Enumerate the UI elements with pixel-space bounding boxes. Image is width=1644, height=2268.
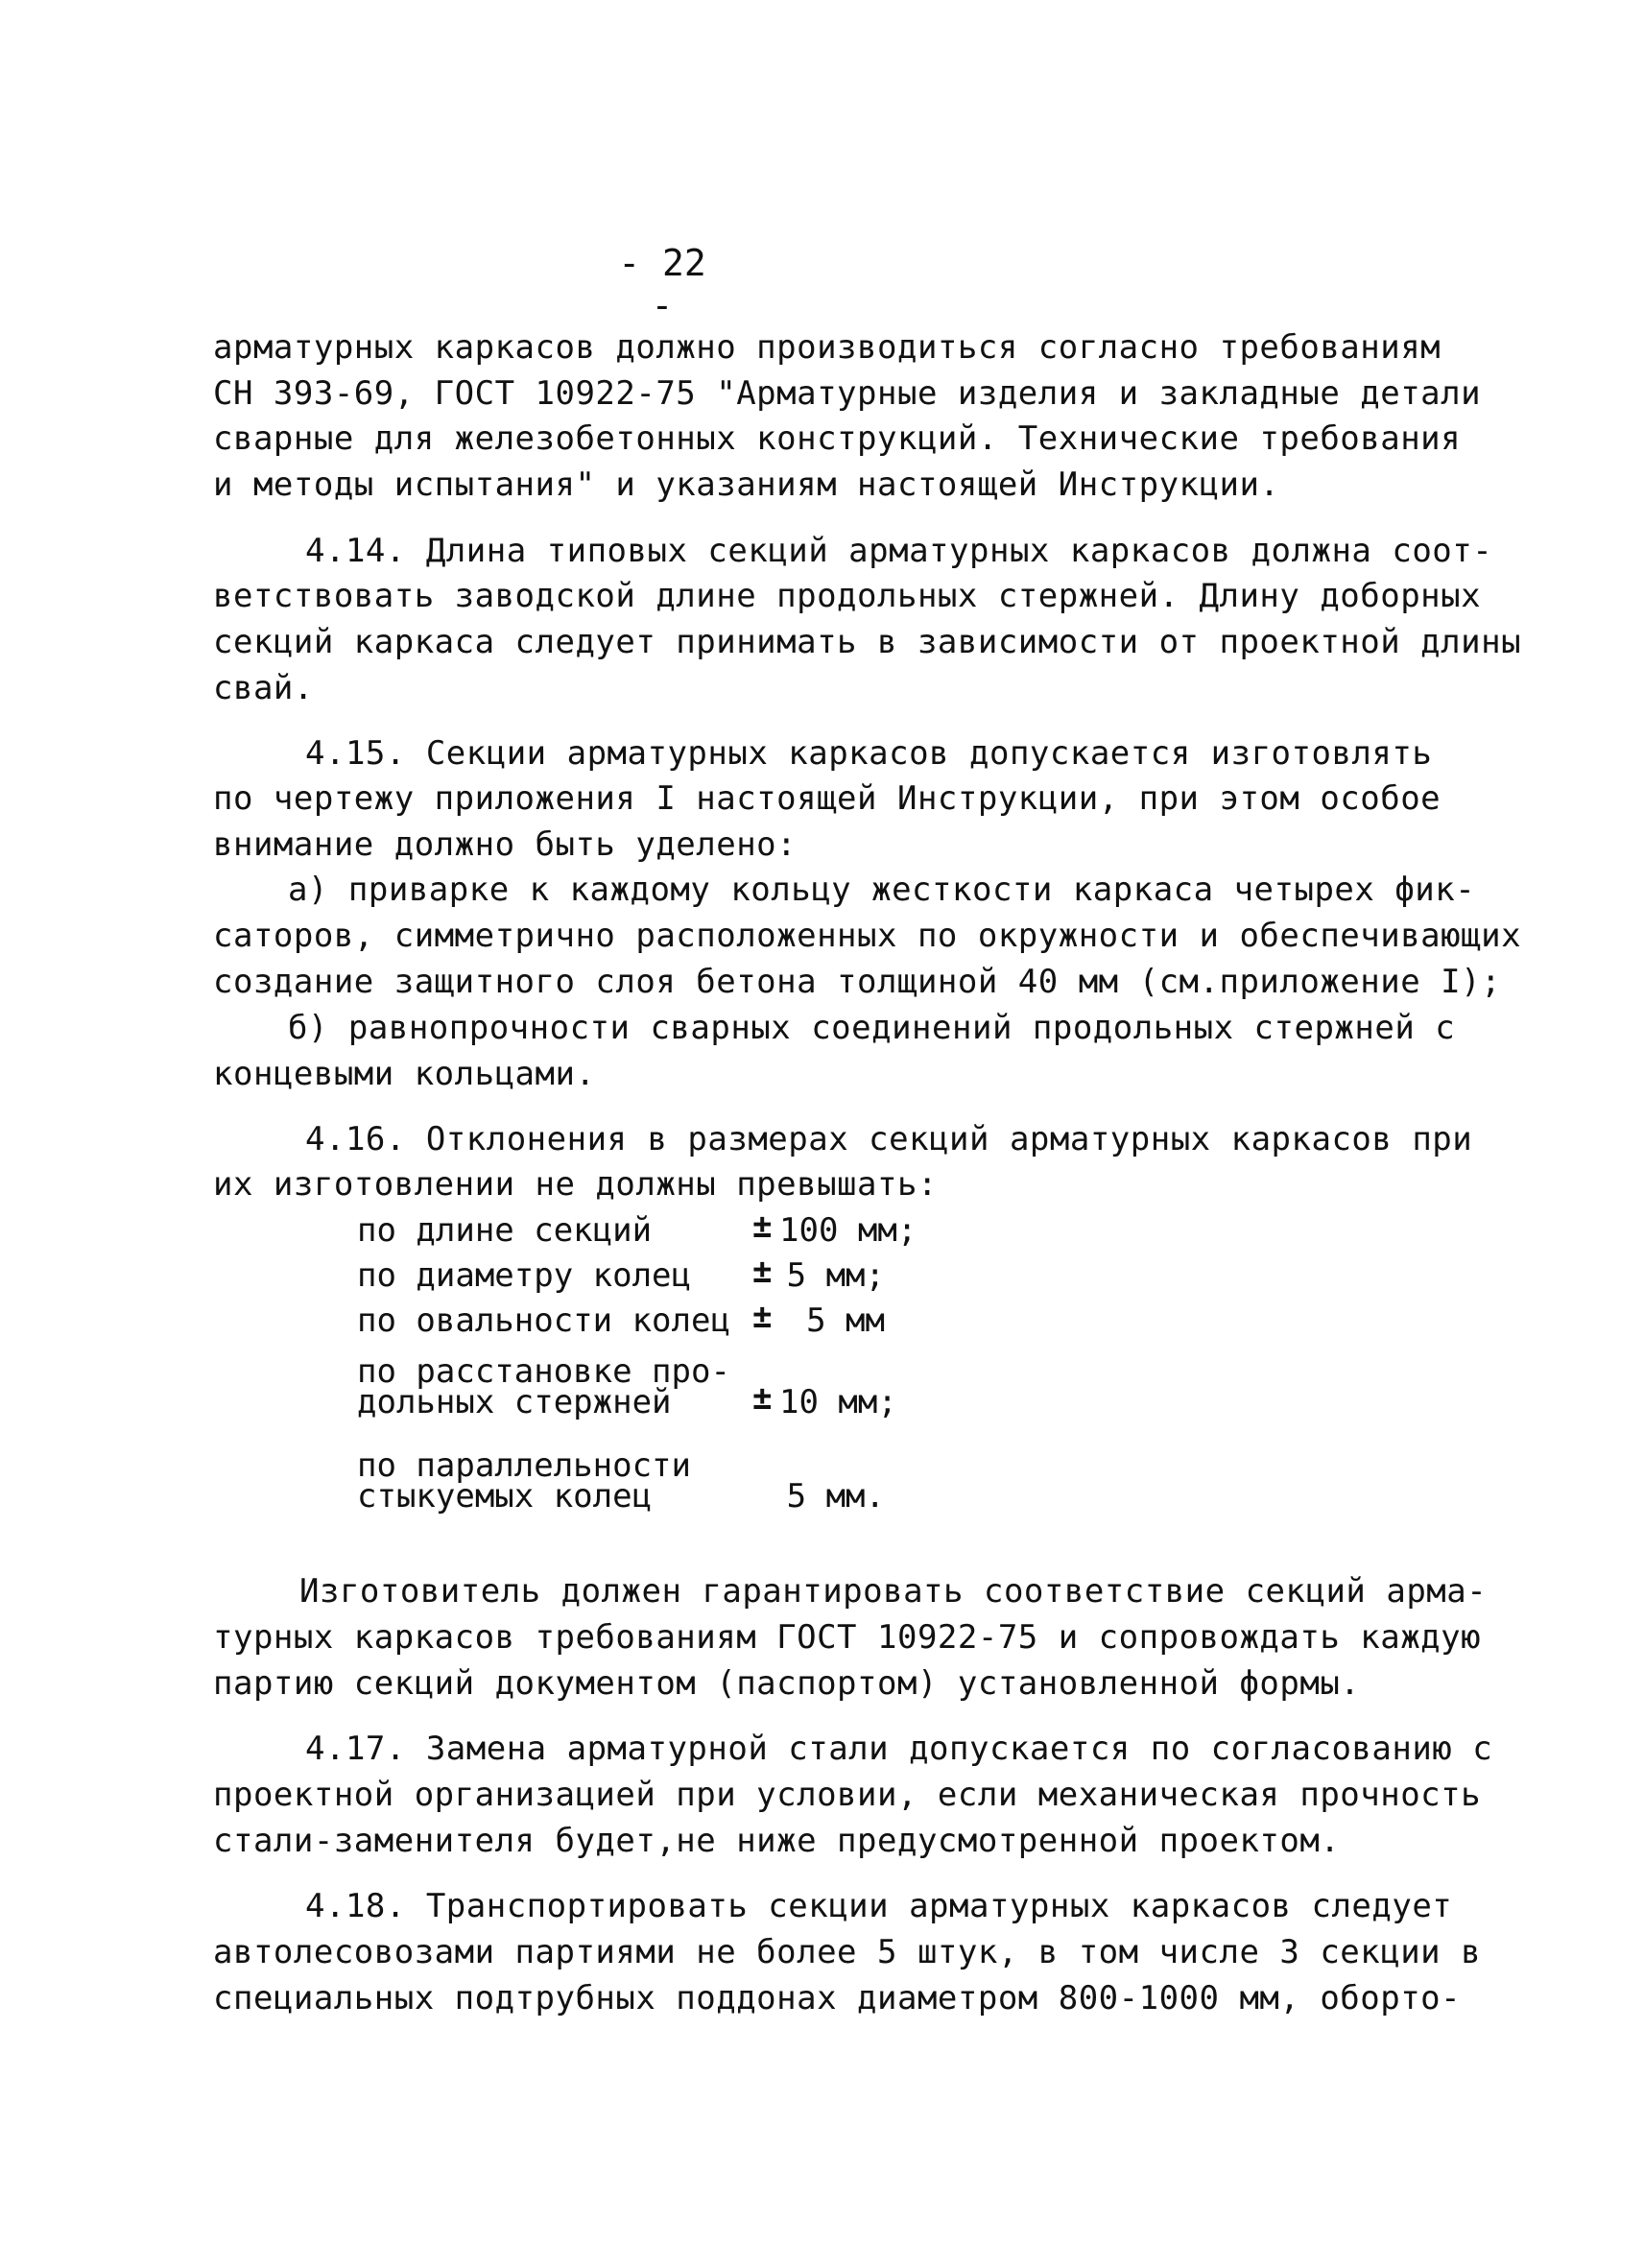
text-line: внимание должно быть уделено:: [213, 825, 798, 864]
text-line: создание защитного слоя бетона толщиной 40 мм (см.приложение I);: [213, 963, 1502, 1001]
text-line: сварные для железобетонных конструкций. Технические требования: [213, 419, 1462, 458]
text-line: свай.: [213, 669, 314, 707]
text-line: специальных подтрубных поддонах диаметром 800-1000 мм, оборто-: [213, 1979, 1462, 2017]
text-line: 4.14. Длина типовых секций арматурных каркасов должна соот-: [305, 532, 1493, 570]
text-line: по чертежу приложения I настоящей Инструкции, при этом особое: [213, 779, 1441, 818]
text-line: СН 393-69, ГОСТ 10922-75 "Арматурные изделия и закладные детали: [213, 374, 1482, 413]
plus-minus-sign: ±: [752, 1298, 773, 1336]
text-line: секций каркаса следует принимать в зависимости от проектной длины: [213, 623, 1522, 661]
tolerance-label: по параллельности: [357, 1446, 691, 1485]
text-line: их изготовлении не должны превышать:: [213, 1165, 938, 1204]
plus-minus-sign: ±: [752, 1207, 773, 1246]
tolerance-label: по расстановке про-: [357, 1352, 730, 1391]
text-line: б) равнопрочности сварных соединений продольных стержней с: [288, 1009, 1456, 1047]
text-line: 4.18. Транспортировать секции арматурных каркасов следует: [305, 1887, 1453, 1925]
tolerance-value: 10 мм;: [779, 1383, 897, 1421]
tolerance-label: по диаметру колец: [357, 1256, 691, 1295]
text-line: концевыми кольцами.: [213, 1055, 596, 1093]
text-line: и методы испытания" и указаниям настоящей Инструкции.: [213, 466, 1280, 504]
tolerance-label: по длине секций: [357, 1211, 653, 1250]
tolerance-label: стыкуемых колец: [357, 1477, 653, 1516]
tolerance-value: 100 мм;: [779, 1211, 917, 1250]
text-line: стали-заменителя будет,не ниже предусмотренной проектом.: [213, 1822, 1341, 1860]
tolerance-value: 5 мм;: [786, 1256, 885, 1295]
tolerance-value: 5 мм.: [786, 1477, 885, 1516]
text-line: автолесовозами партиями не более 5 штук, в том числе 3 секции в: [213, 1933, 1482, 1971]
text-line: 4.16. Отклонения в размерах секций арматурных каркасов при: [305, 1120, 1473, 1158]
text-line: саторов, симметрично расположенных по окружности и обеспечивающих: [213, 917, 1522, 955]
plus-minus-sign: ±: [752, 1253, 773, 1291]
plus-minus-sign: ±: [752, 1379, 773, 1418]
text-line: партию секций документом (паспортом) установленной формы.: [213, 1664, 1361, 1703]
page-number: - 22 -: [618, 242, 706, 326]
text-line: Изготовитель должен гарантировать соответствие секций арма-: [299, 1572, 1488, 1611]
tolerance-label: по овальности колец: [357, 1301, 730, 1340]
tolerance-value: 5 мм: [806, 1301, 885, 1340]
tolerance-label: дольных стержней: [357, 1383, 672, 1421]
text-line: турных каркасов требованиям ГОСТ 10922-75 и сопровождать каждую: [213, 1618, 1482, 1657]
text-line: арматурных каркасов должно производиться согласно требованиям: [213, 328, 1441, 367]
text-line: проектной организацией при условии, если механическая прочность: [213, 1776, 1482, 1814]
text-line: а) приварке к каждому кольцу жесткости каркаса четырех фик-: [288, 871, 1476, 909]
text-line: 4.15. Секции арматурных каркасов допускается изготовлять: [305, 734, 1433, 773]
text-line: ветствовать заводской длине продольных стержней. Длину доборных: [213, 577, 1482, 615]
text-line: 4.17. Замена арматурной стали допускается по согласованию с: [305, 1730, 1493, 1768]
